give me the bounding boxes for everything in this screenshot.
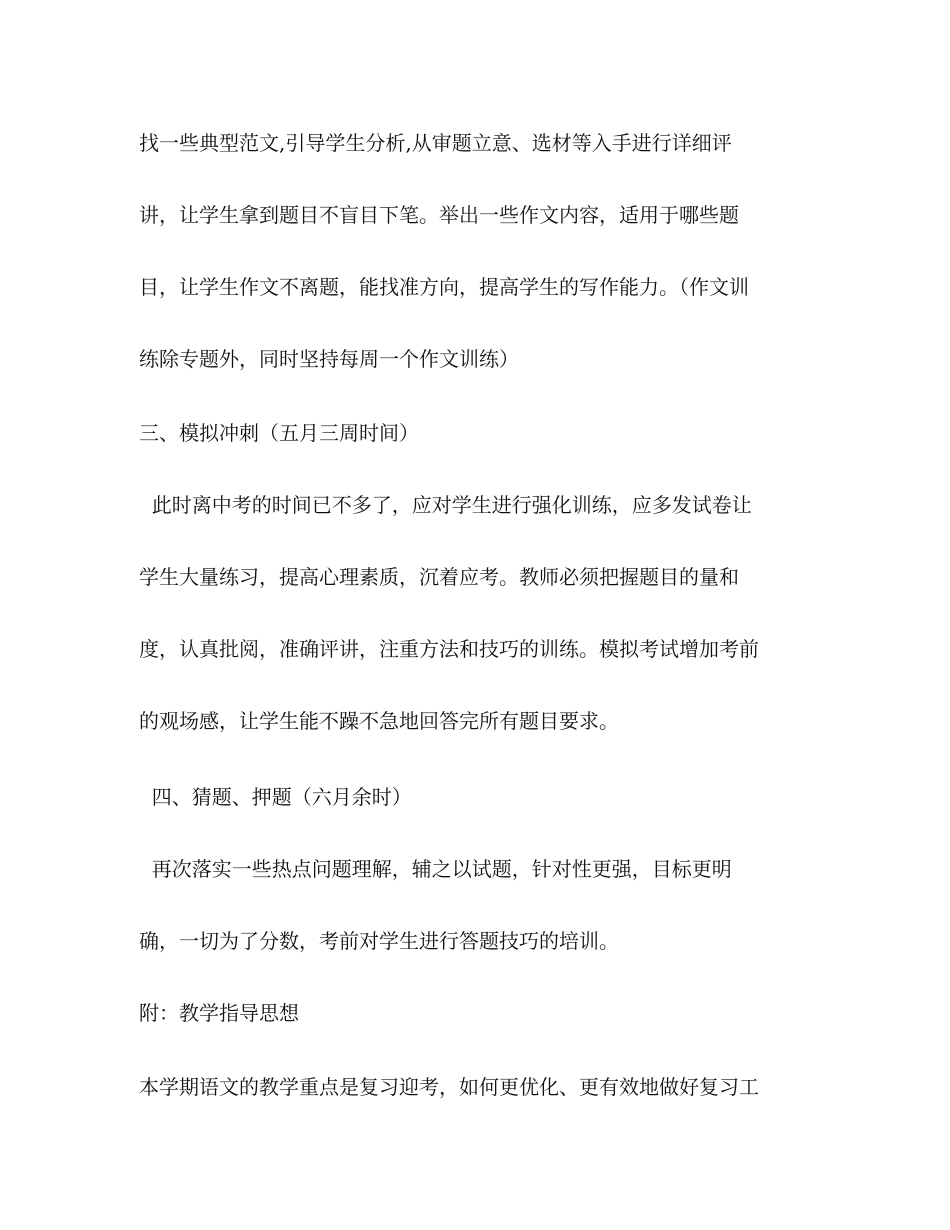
text-line: 此时离中考的时间已不多了，应对学生进行强化训练，应多发试卷让 [139, 493, 752, 517]
text-line: 讲，让学生拿到题目不盲目下笔。举出一些作文内容，适用于哪些题 [139, 203, 739, 227]
text-line: 找一些典型范文,引导学生分析,从审题立意、选材等入手进行详细评 [139, 131, 732, 155]
text-line: 学生大量练习，提高心理素质，沉着应考。教师必须把握题目的量和 [139, 565, 739, 589]
text-line: 确，一切为了分数，考前对学生进行答题技巧的培训。 [139, 929, 619, 953]
section-heading: 四、猜题、押题（六月余时） [139, 785, 412, 809]
text-line: 的观场感，让学生能不躁不急地回答完所有题目要求。 [139, 709, 619, 733]
text-line: 练除专题外，同时坚持每周一个作文训练） [139, 347, 519, 371]
text-line: 本学期语文的教学重点是复习迎考，如何更优化、更有效地做好复习工 [139, 1075, 759, 1099]
text-line: 再次落实一些热点问题理解，辅之以试题，针对性更强，目标更明 [139, 857, 732, 881]
text-line: 度，认真批阅，准确评讲，注重方法和技巧的训练。模拟考试增加考前 [139, 637, 759, 661]
text-line: 目，让学生作文不离题，能找准方向，提高学生的写作能力。（作文训 [139, 275, 749, 299]
section-heading: 三、模拟冲刺（五月三周时间） [139, 421, 419, 445]
section-heading: 附：教学指导思想 [139, 1001, 299, 1025]
